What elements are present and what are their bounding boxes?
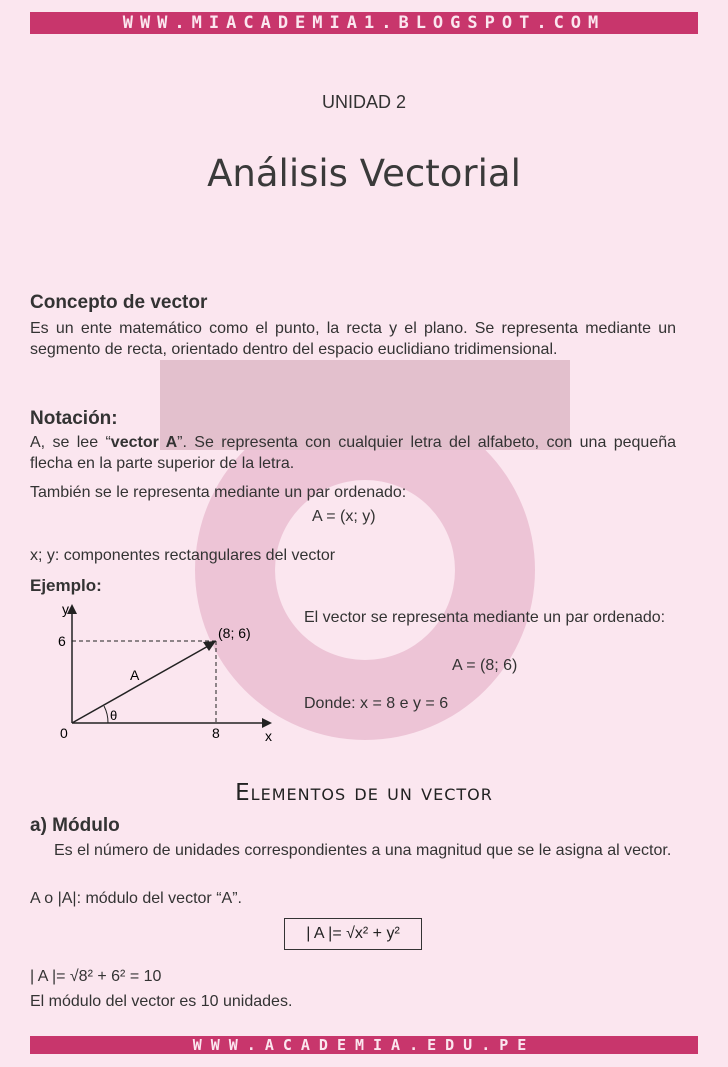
- y-axis-label: y: [62, 601, 69, 617]
- vector-diagram: [40, 598, 300, 748]
- notacion-text-bold: vector A: [110, 434, 178, 451]
- origin-label: 0: [60, 725, 68, 741]
- angle-arc: [104, 706, 108, 723]
- ejemplo-side-text: El vector se representa mediante un par ordenado:: [304, 609, 666, 626]
- concepto-text: Es un ente matemático como el punto, la recta y el plano. Se representa mediante un segmento de recta, orientado dentro del espacio euclidiano tridimensional.: [30, 320, 676, 358]
- ejemplo-formula: A = (8; 6): [452, 657, 518, 674]
- modulo-heading: a) Módulo: [30, 815, 120, 836]
- notacion-text-pre: A, se lee “: [30, 434, 111, 451]
- y-tick-label: 6: [58, 633, 66, 649]
- modulo-formula-box: | A |= √x² + y²: [284, 918, 422, 950]
- x-axis-label: x: [265, 728, 272, 744]
- vector-label: A: [130, 667, 140, 683]
- notacion-heading: Notación:: [30, 408, 118, 429]
- modulo-calc: | A |= √8² + 6² = 10: [30, 968, 162, 985]
- componentes-text: x; y: componentes rectangulares del vector: [30, 547, 336, 564]
- section-heading: Elementos de un vector: [235, 780, 493, 806]
- notacion-text-post: ”. Se representa con cualquier letra del alfabeto, con una pequeña flecha en la parte superior de la letra.: [30, 434, 677, 472]
- modulo-def: A o |A|: módulo del vector “A”.: [30, 890, 242, 907]
- notacion-formula: A = (x; y): [312, 508, 376, 525]
- point-label: (8; 6): [218, 625, 251, 641]
- x-tick-label: 8: [212, 725, 220, 741]
- notacion-text: [30, 432, 676, 474]
- top-banner: WWW.MIACADEMIA1.BLOGSPOT.COM: [30, 12, 698, 34]
- notacion-par: También se le representa mediante un par ordenado:: [30, 484, 407, 501]
- angle-label: θ: [110, 708, 118, 723]
- page-title: Análisis Vectorial: [207, 152, 521, 195]
- unit-label: UNIDAD 2: [321, 92, 406, 112]
- ejemplo-donde: Donde: x = 8 e y = 6: [304, 695, 449, 712]
- ejemplo-heading: Ejemplo:: [30, 576, 102, 595]
- bottom-banner: WWW.ACADEMIA.EDU.PE: [30, 1036, 698, 1054]
- x-axis-arrow-icon: [262, 718, 272, 728]
- modulo-text: Es el número de unidades correspondientes a una magnitud que se le asigna al vector.: [54, 842, 672, 859]
- concepto-heading: Concepto de vector: [30, 292, 208, 313]
- vector-arrow-icon: [203, 641, 216, 651]
- vector-line: [72, 645, 210, 723]
- modulo-conclusion: El módulo del vector es 10 unidades.: [30, 993, 293, 1010]
